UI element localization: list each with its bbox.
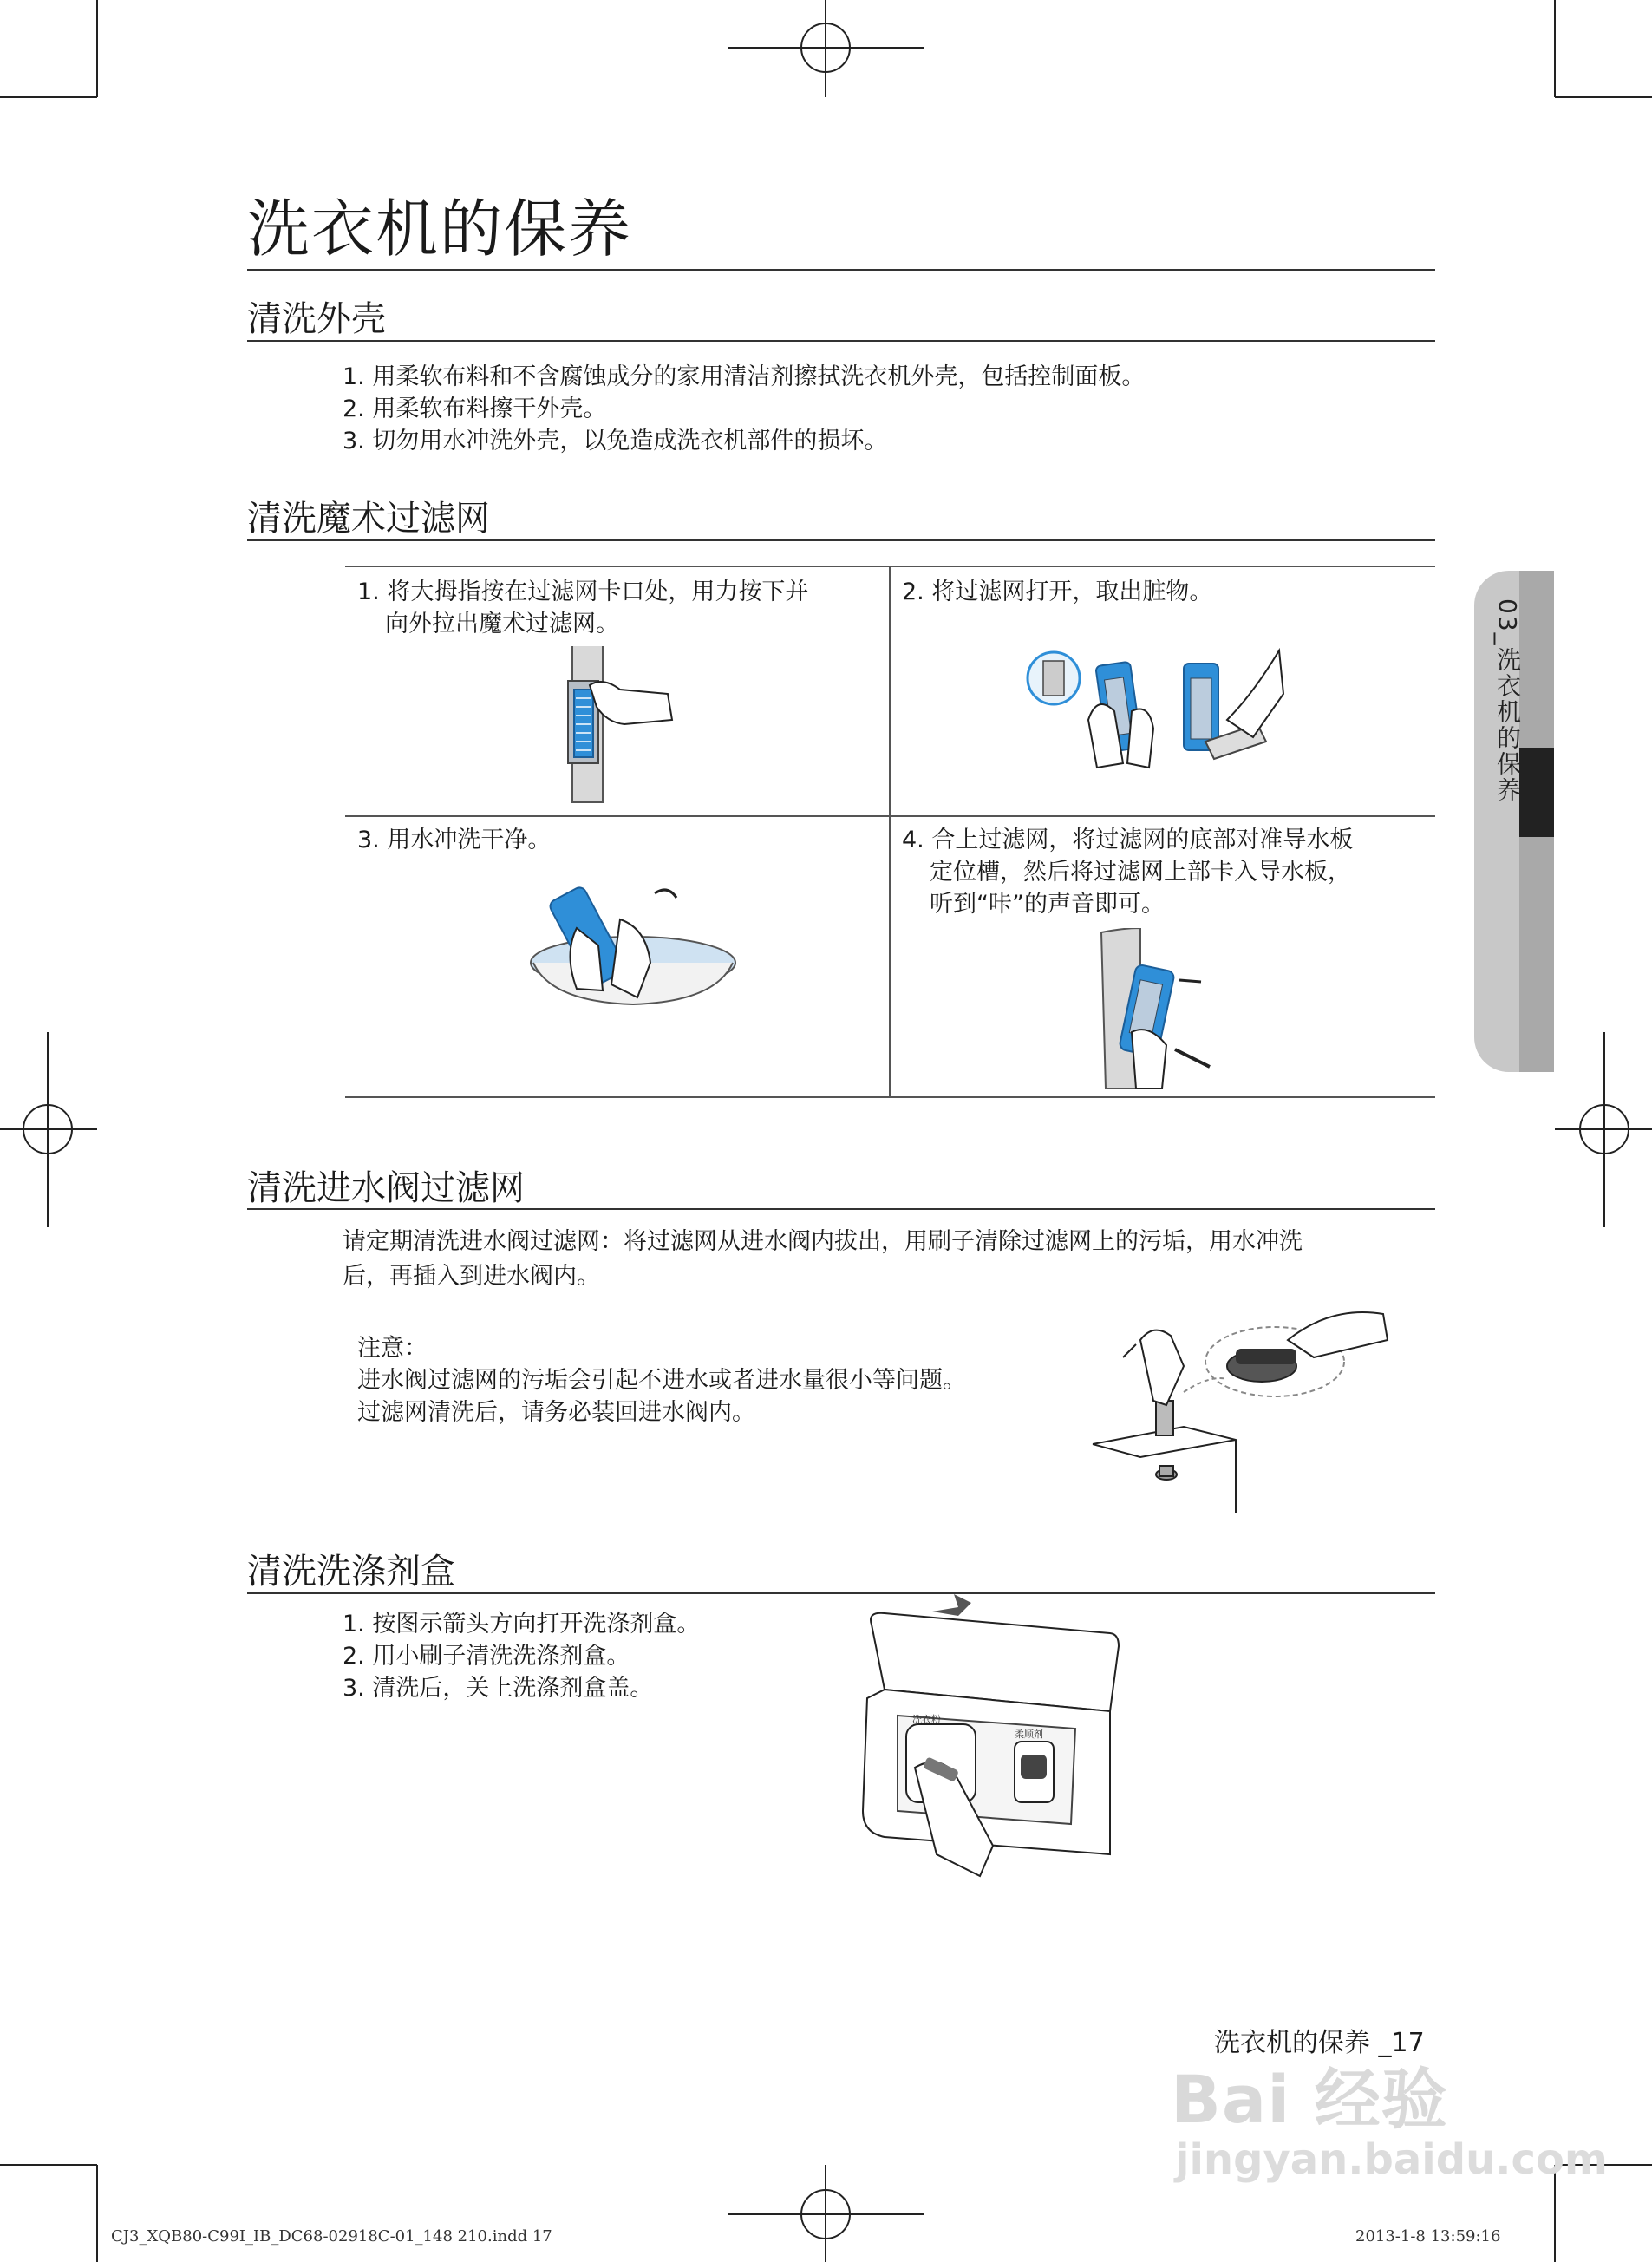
grid-bottom: [345, 1096, 1435, 1098]
detergent-box-illustration: [850, 1594, 1127, 1880]
inlet-filter-illustration: [1088, 1305, 1392, 1518]
note-title: 注意：: [357, 1335, 428, 1362]
list-item: 1. 用柔软布料和不含腐蚀成分的家用清洁剂擦拭洗衣机外壳，包括控制面板。: [343, 363, 1146, 390]
step-4-text: 4. 合上过滤网，将过滤网的底部对准导水板 定位槽，然后将过滤网上部卡入导水板， 听到“咔”的声音即可。: [902, 827, 1354, 918]
chapter-tab-marker: [1519, 748, 1554, 837]
section-rule-shell: [247, 340, 1435, 342]
label-powder: 洗衣粉: [912, 1714, 941, 1725]
chapter-tab-label: 03_洗衣机的保养: [1493, 598, 1522, 803]
title-rule: [247, 269, 1435, 271]
section-rule-detergent-box: [247, 1592, 1435, 1594]
watermark-logo: Bai 经验: [1171, 2061, 1448, 2138]
list-item: 1. 按图示箭头方向打开洗涤剂盒。: [343, 1611, 701, 1638]
list-item: 2. 用柔软布料擦干外壳。: [343, 396, 607, 422]
inlet-paragraph: 请定期清洗进水阀过滤网：将过滤网从进水阀内拔出，用刷子清除过滤网上的污垢，用水冲洗 后，再插入到进水阀内。: [343, 1228, 1303, 1290]
step-2-text: 2. 将过滤网打开，取出脏物。: [902, 579, 1213, 605]
grid-divider: [889, 566, 891, 1096]
page-footer: 洗衣机的保养 _17: [1214, 2028, 1425, 2058]
step-1-text: 1. 将大拇指按在过滤网卡口处，用力按下并 向外拉出魔术过滤网。: [357, 579, 809, 637]
section-rule-magic-filter: [247, 539, 1435, 541]
detergent-list: [343, 1608, 700, 1704]
print-info-right: 2013-1-8 13:59:16: [1355, 2227, 1501, 2246]
step-4-illustration: [1097, 928, 1227, 1089]
section-heading-inlet-filter: 清洗进水阀过滤网: [247, 1168, 525, 1208]
section-heading-magic-filter: 清洗魔术过滤网: [247, 499, 490, 539]
grid-top: [345, 566, 1435, 567]
step-3-illustration: [525, 876, 741, 1006]
shell-list: [343, 361, 1145, 457]
label-softener: 柔顺剂: [1015, 1729, 1043, 1740]
step-1-illustration: [538, 646, 685, 807]
list-item: 2. 用小刷子清洗洗涤剂盒。: [343, 1643, 630, 1670]
list-item: 3. 切勿用水冲洗外壳，以免造成洗衣机部件的损坏。: [343, 428, 888, 454]
list-item: 3. 清洗后，关上洗涤剂盒盖。: [343, 1675, 654, 1702]
grid-middle: [345, 815, 1435, 817]
inlet-note: 注意： 进水阀过滤网的污垢会引起不进水或者进水量很小等问题。 过滤网清洗后，请务必装回进水阀内。: [357, 1332, 966, 1428]
section-rule-inlet-filter: [247, 1208, 1435, 1210]
print-info-left: CJ3_XQB80-C99I_IB_DC68-02918C-01_148 210.indd 17: [111, 2227, 552, 2246]
step-3-text: 3. 用水冲洗干净。: [357, 827, 552, 853]
step-2-illustration: [1019, 642, 1288, 772]
watermark-url: jingyan.baidu.com: [1175, 2135, 1608, 2184]
page-title: 洗衣机的保养: [247, 193, 633, 265]
section-heading-detergent-box: 清洗洗涤剂盒: [247, 1552, 455, 1592]
section-heading-shell: 清洗外壳: [247, 299, 386, 339]
